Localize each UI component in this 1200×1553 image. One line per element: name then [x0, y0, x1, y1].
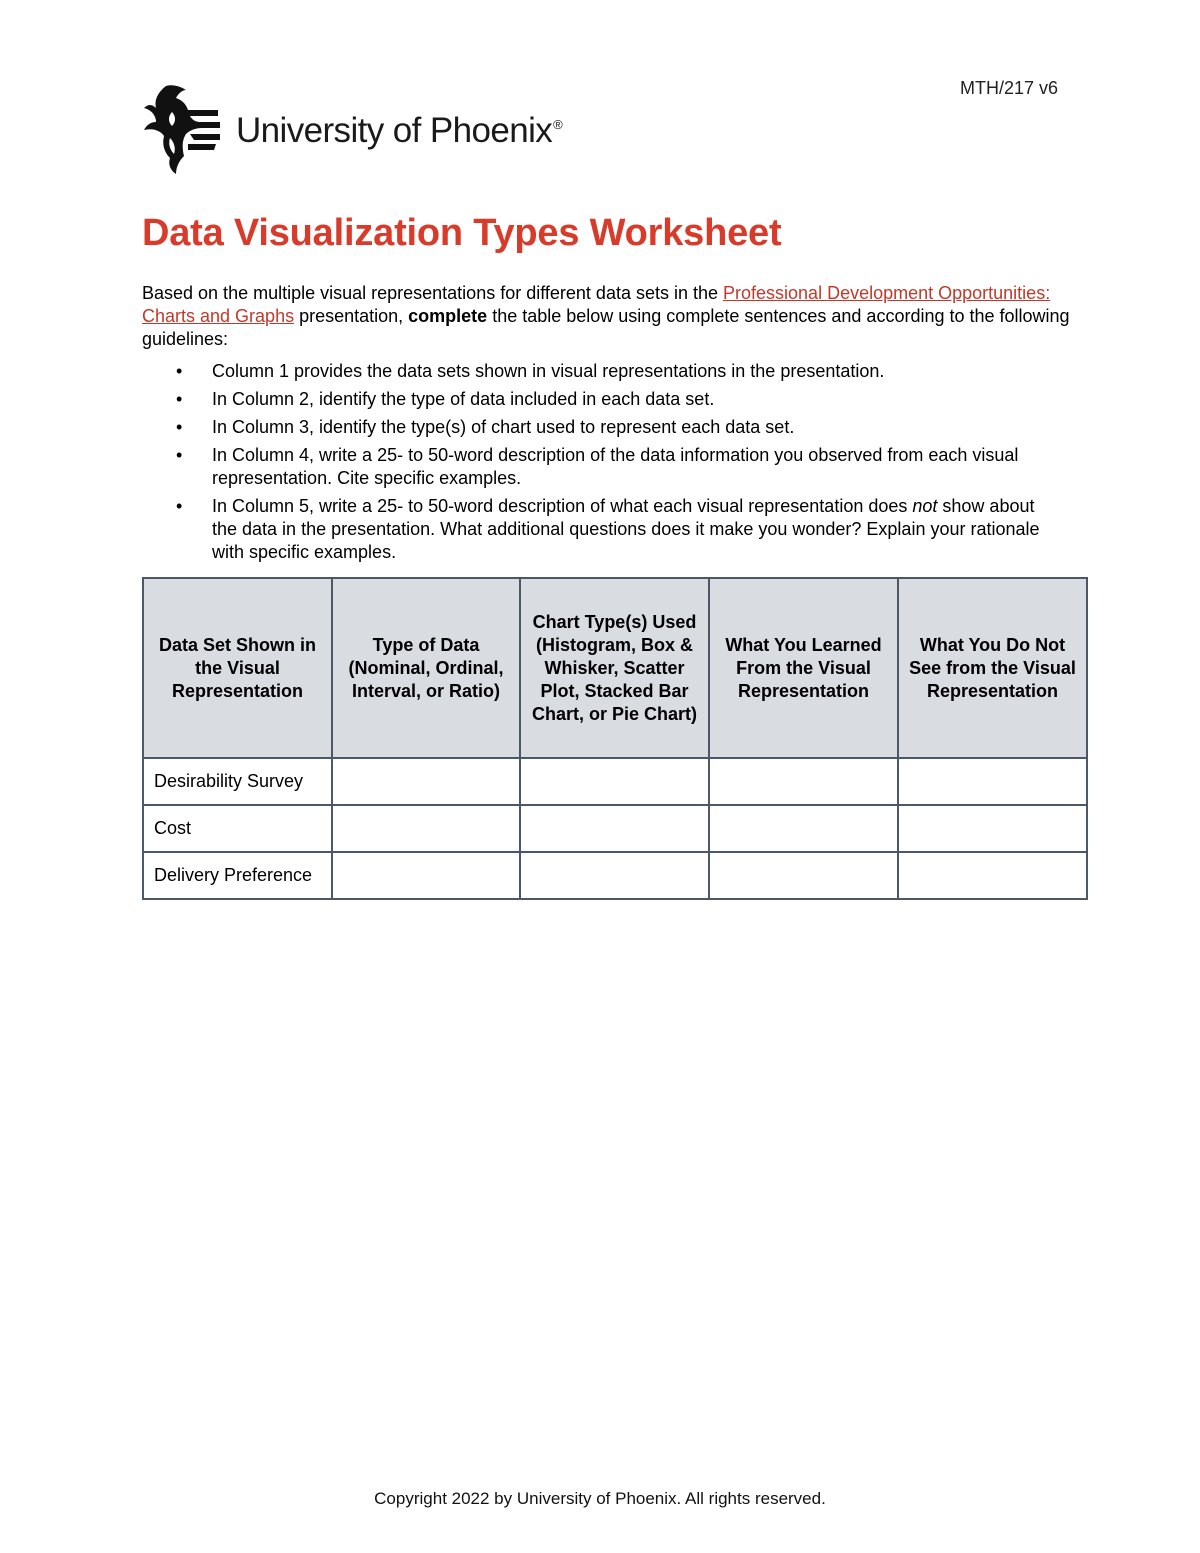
type-of-data-cell[interactable] — [332, 758, 520, 805]
bullet-icon: • — [176, 496, 183, 516]
guideline-text: In Column 3, identify the type(s) of chart used to represent each data set. — [212, 417, 795, 437]
table-header-row — [143, 578, 1087, 758]
learned-cell[interactable] — [709, 758, 898, 805]
guideline-item — [142, 495, 1052, 564]
not-seen-cell[interactable] — [898, 852, 1087, 899]
presentation-link[interactable]: Professional Development Opportunities: Charts and Graphs — [142, 283, 1051, 326]
course-code: MTH/217 v6 — [959, 78, 1058, 98]
learned-cell[interactable] — [709, 852, 898, 899]
type-of-data-cell[interactable] — [332, 852, 520, 899]
table-row — [143, 805, 1087, 852]
header-data-set: Data Set Shown in the Visual Representation — [143, 578, 332, 758]
guidelines-list — [142, 360, 1052, 569]
chart-type-cell[interactable] — [520, 852, 709, 899]
bullet-icon: • — [176, 389, 183, 409]
logo-wordmark: University of Phoenix — [236, 111, 553, 150]
university-logo — [142, 82, 562, 176]
guideline-item — [142, 416, 1052, 439]
guideline-italic-text: not — [912, 496, 938, 516]
copyright-footer: Copyright 2022 by University of Phoenix. All rights reserved. — [374, 1489, 826, 1508]
guideline-item — [142, 360, 1052, 383]
guideline-item — [142, 444, 1052, 490]
data-set-cell: Desirability Survey — [143, 758, 332, 805]
bullet-icon: • — [176, 361, 183, 381]
learned-cell[interactable] — [709, 805, 898, 852]
type-of-data-cell[interactable] — [332, 805, 520, 852]
table-row — [143, 758, 1087, 805]
not-seen-cell[interactable] — [898, 805, 1087, 852]
bullet-icon: • — [176, 445, 183, 465]
guideline-text: In Column 2, identify the type of data included in each data set. — [212, 389, 715, 409]
data-set-cell: Cost — [143, 805, 332, 852]
chart-type-cell[interactable] — [520, 758, 709, 805]
table-row — [143, 852, 1087, 899]
guideline-text-end: show about the data in the presentation. What additional questions does it make you wonder? Explain your rationale with specific examples. — [212, 496, 1040, 562]
document-title: Data Visualization Types Worksheet — [142, 212, 782, 254]
intro-bold-text: complete — [408, 306, 488, 326]
header-type-of-data: Type of Data (Nominal, Ordinal, Interval, or Ratio) — [332, 578, 520, 758]
header-what-you-do-not-see: What You Do Not See from the Visual Representation — [898, 578, 1087, 758]
guideline-item — [142, 388, 1052, 411]
intro-text-end: the table below using complete sentences and according to the following guidelines: — [142, 306, 1070, 349]
data-set-cell: Delivery Preference — [143, 852, 332, 899]
not-seen-cell[interactable] — [898, 758, 1087, 805]
bullet-icon: • — [176, 417, 183, 437]
worksheet-table — [142, 577, 1088, 900]
chart-type-cell[interactable] — [520, 805, 709, 852]
header-chart-types: Chart Type(s) Used (Histogram, Box & Whisker, Scatter Plot, Stacked Bar Chart, or Pie Chart) — [520, 578, 709, 758]
guideline-text: Column 1 provides the data sets shown in visual representations in the presentation. — [212, 361, 885, 381]
guideline-text: In Column 4, write a 25- to 50-word description of the data information you observed from each visual representation. Cite specific examples. — [212, 445, 1019, 488]
intro-text-mid: presentation, — [294, 306, 409, 326]
header-what-you-learned: What You Learned From the Visual Representation — [709, 578, 898, 758]
intro-text-start: Based on the multiple visual representations for different data sets in the — [142, 283, 724, 303]
guideline-text-start: In Column 5, write a 25- to 50-word description of what each visual representation does — [212, 496, 913, 516]
intro-paragraph — [142, 282, 1077, 351]
phoenix-bird-icon — [142, 82, 222, 176]
registered-mark: ® — [553, 117, 563, 133]
